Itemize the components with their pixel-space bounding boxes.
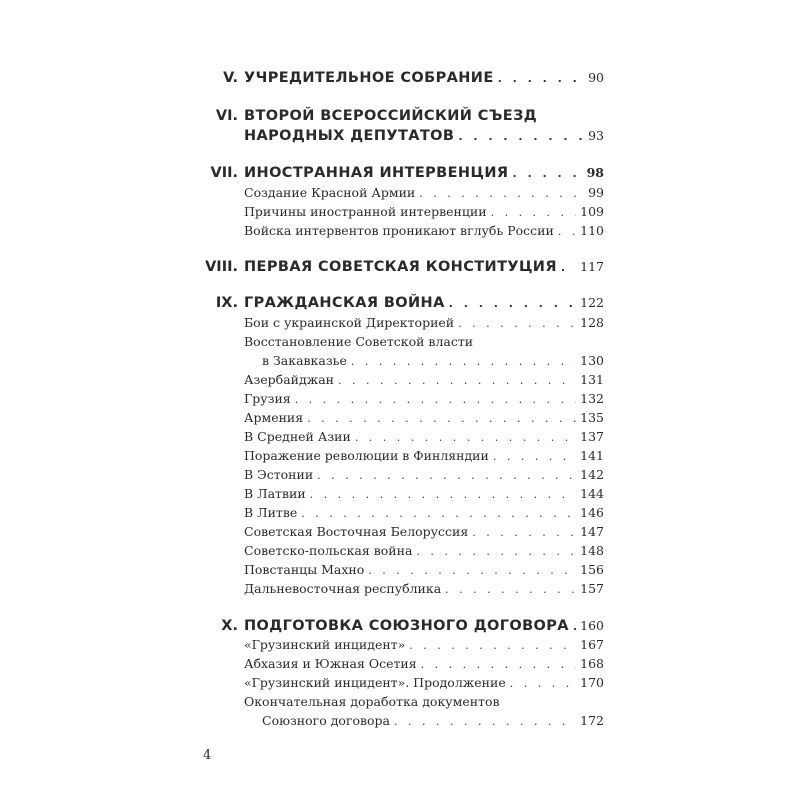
dot-leader bbox=[449, 297, 576, 310]
chapter-title: ПЕРВАЯ СОВЕТСКАЯ КОНСТИТУЦИЯ bbox=[244, 259, 557, 275]
dot-leader bbox=[317, 469, 576, 482]
chapter-number: VIII. bbox=[205, 259, 238, 275]
dot-leader bbox=[295, 393, 576, 406]
toc-chapter-vii bbox=[244, 165, 604, 181]
page-number: 93 bbox=[588, 128, 604, 143]
toc-entry bbox=[244, 467, 604, 482]
page-number: 132 bbox=[580, 391, 604, 406]
dot-leader bbox=[421, 658, 576, 671]
toc-entry bbox=[244, 429, 604, 444]
entry-title: Создание Красной Армии bbox=[244, 185, 416, 200]
dot-leader bbox=[493, 450, 576, 463]
toc-entry bbox=[244, 204, 604, 219]
chapter-title: УЧРЕДИТЕЛЬНОЕ СОБРАНИЕ bbox=[244, 70, 494, 86]
page-number: 122 bbox=[580, 295, 604, 310]
dot-leader bbox=[445, 583, 576, 596]
dot-leader bbox=[491, 206, 577, 219]
entry-title: Причины иностранной интервенции bbox=[244, 204, 487, 219]
entry-title: Войска интервентов проникают вглубь России bbox=[244, 223, 554, 238]
page-number: 117 bbox=[580, 259, 604, 274]
dot-leader bbox=[301, 507, 576, 520]
page-number: 156 bbox=[580, 562, 604, 577]
toc-entry bbox=[244, 372, 604, 387]
page-number: 148 bbox=[580, 543, 604, 558]
dot-leader bbox=[561, 261, 576, 274]
page-number: 128 bbox=[580, 315, 604, 330]
entry-title: Грузия bbox=[244, 391, 291, 406]
chapter-title: ИНОСТРАННАЯ ИНТЕРВЕНЦИЯ bbox=[244, 165, 509, 181]
page-number: 131 bbox=[580, 372, 604, 387]
chapter-number: VII. bbox=[210, 165, 238, 181]
page-number: 98 bbox=[586, 165, 604, 180]
entry-title: Абхазия и Южная Осетия bbox=[244, 656, 417, 671]
chapter-number: IX. bbox=[215, 295, 238, 311]
toc-entry bbox=[244, 391, 604, 406]
entry-title: Дальневосточная республика bbox=[244, 581, 442, 596]
dot-leader bbox=[368, 564, 576, 577]
toc-entry bbox=[244, 505, 604, 520]
entry-title-line1: Окончательная доработка документов bbox=[244, 694, 500, 709]
toc-chapter-ix bbox=[244, 295, 604, 311]
entry-title: Повстанцы Махно bbox=[244, 562, 365, 577]
toc-entry bbox=[244, 637, 604, 652]
entry-title: Советская Восточная Белоруссия bbox=[244, 524, 469, 539]
folio-page-number: 4 bbox=[203, 748, 212, 763]
page-number: 135 bbox=[580, 410, 604, 425]
page-number: 146 bbox=[580, 505, 604, 520]
entry-title: В Литве bbox=[244, 505, 298, 520]
entry-title: Советско-польская война bbox=[244, 543, 413, 558]
toc-entry bbox=[244, 486, 604, 501]
entry-title-line2: в Закавказье bbox=[262, 353, 347, 368]
dot-leader bbox=[338, 374, 576, 387]
dot-leader bbox=[409, 639, 576, 652]
dot-leader bbox=[573, 620, 576, 633]
toc-entry bbox=[244, 675, 604, 690]
chapter-title-line2: НАРОДНЫХ ДЕПУТАТОВ bbox=[244, 128, 455, 144]
page-number: 144 bbox=[580, 486, 604, 501]
toc-chapter-v bbox=[244, 70, 604, 86]
toc-entry bbox=[244, 315, 604, 330]
page-number: 109 bbox=[580, 204, 604, 219]
dot-leader bbox=[458, 130, 584, 143]
dot-leader bbox=[558, 225, 576, 238]
chapter-number: V. bbox=[223, 70, 238, 86]
chapter-title: ПОДГОТОВКА СОЮЗНОГО ДОГОВОРА bbox=[244, 618, 569, 634]
dot-leader bbox=[351, 355, 576, 368]
toc-entry bbox=[244, 562, 604, 577]
toc-entry bbox=[244, 581, 604, 596]
dot-leader bbox=[512, 167, 582, 180]
page-number: 167 bbox=[580, 637, 604, 652]
dot-leader bbox=[458, 317, 576, 330]
dot-leader bbox=[394, 715, 576, 728]
chapter-number: VI. bbox=[215, 108, 238, 124]
toc-chapter-viii bbox=[244, 259, 604, 275]
toc-entry bbox=[244, 448, 604, 463]
dot-leader bbox=[498, 72, 584, 85]
page-number: 110 bbox=[580, 223, 604, 238]
toc-entry bbox=[244, 410, 604, 425]
entry-title: Армения bbox=[244, 410, 304, 425]
toc-entry bbox=[244, 223, 604, 238]
chapter-title: ГРАЖДАНСКАЯ ВОЙНА bbox=[244, 295, 445, 311]
dot-leader bbox=[355, 431, 576, 444]
entry-title: В Средней Азии bbox=[244, 429, 351, 444]
entry-title: «Грузинский инцидент». Продолжение bbox=[244, 675, 506, 690]
page-number: 142 bbox=[580, 467, 604, 482]
entry-title: Азербайджан bbox=[244, 372, 334, 387]
page-number: 90 bbox=[588, 70, 604, 85]
toc-chapter-x bbox=[244, 618, 604, 634]
toc-entry bbox=[244, 185, 604, 200]
page-number: 147 bbox=[580, 524, 604, 539]
page-number: 130 bbox=[580, 353, 604, 368]
toc-entry bbox=[244, 543, 604, 558]
toc-entry bbox=[244, 656, 604, 671]
entry-title: Поражение революции в Финляндии bbox=[244, 448, 489, 463]
entry-title: В Латвии bbox=[244, 486, 306, 501]
toc-entry bbox=[244, 524, 604, 539]
dot-leader bbox=[510, 677, 576, 690]
dot-leader bbox=[472, 526, 576, 539]
entry-title-line1: Восстановление Советской власти bbox=[244, 334, 474, 349]
entry-title: Бои с украинской Директорией bbox=[244, 315, 455, 330]
entry-title-line2: Союзного договора bbox=[262, 713, 391, 728]
dot-leader bbox=[310, 488, 576, 501]
page-number: 99 bbox=[588, 185, 604, 200]
page-number: 157 bbox=[580, 581, 604, 596]
page-number: 170 bbox=[580, 675, 604, 690]
toc-chapter-vi bbox=[244, 128, 604, 144]
page-number: 141 bbox=[580, 448, 604, 463]
page-number: 172 bbox=[580, 713, 604, 728]
chapter-title-line1: ВТОРОЙ ВСЕРОССИЙСКИЙ СЪЕЗД bbox=[244, 108, 538, 124]
entry-title: В Эстонии bbox=[244, 467, 314, 482]
chapter-number: X. bbox=[221, 618, 238, 634]
dot-leader bbox=[307, 412, 576, 425]
toc-entry bbox=[262, 353, 604, 368]
entry-title: «Грузинский инцидент» bbox=[244, 637, 406, 652]
page-number: 160 bbox=[580, 618, 604, 633]
dot-leader bbox=[419, 187, 584, 200]
page-number: 168 bbox=[580, 656, 604, 671]
toc-entry bbox=[262, 713, 604, 728]
dot-leader bbox=[416, 545, 576, 558]
page-number: 137 bbox=[580, 429, 604, 444]
